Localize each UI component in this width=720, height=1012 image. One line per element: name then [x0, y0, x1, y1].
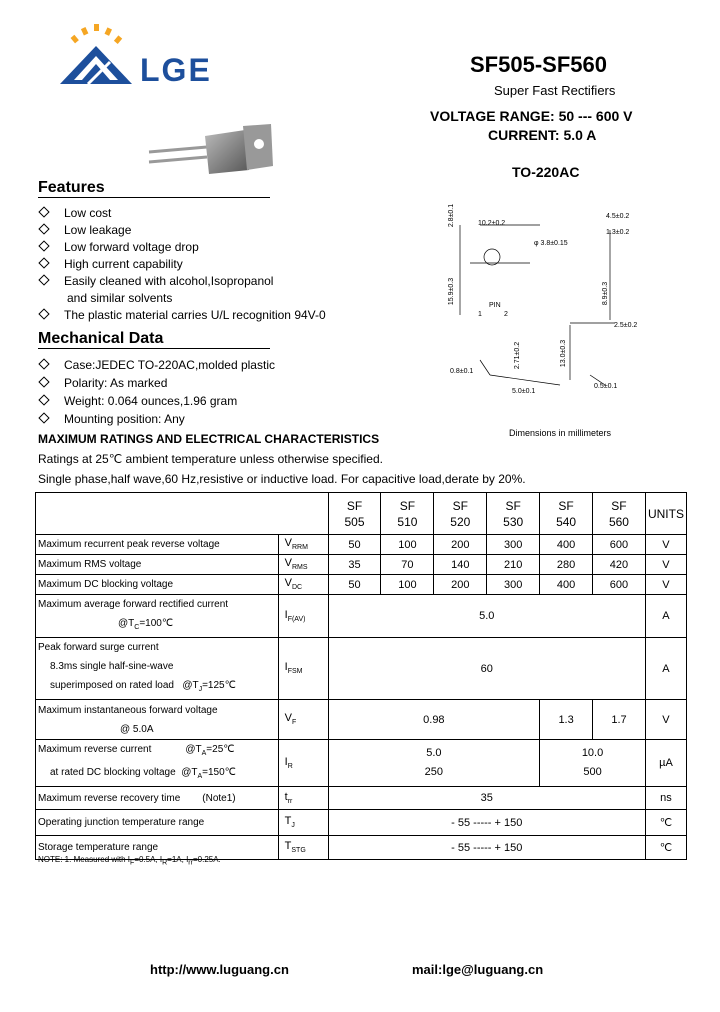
diagram-caption: Dimensions in millimeters — [509, 428, 612, 438]
table-row: Operating junction temperature range $T_J$ - 55 ----- + 150 ℃ — [36, 810, 687, 836]
list-item: Case:JEDEC TO-220AC,molded plastic — [36, 356, 356, 374]
list-item: Low leakage — [36, 222, 356, 239]
website-link[interactable]: http://www.luguang.cn — [150, 962, 289, 977]
column-header: SF 530 — [487, 493, 540, 535]
spec-table — [35, 492, 687, 860]
column-header: SF 560 — [593, 493, 646, 535]
list-item: Easily cleaned with alcohol,Isopropanol — [36, 273, 356, 290]
footnote: NOTE: 1. Measured with $I_F=0.5A$, $I_R=1A$, $I_{rr}=0.25A$. — [38, 855, 221, 867]
diamond-bullet-icon — [38, 376, 49, 387]
mechanical-list — [36, 356, 356, 428]
ratings-note-load: Single phase,half wave,60 Hz,resistive or inductive load. For capacitive load,derate by 20%. — [38, 472, 526, 486]
page-subtitle: Super Fast Rectifiers — [494, 83, 616, 98]
column-header: SF 520 — [434, 493, 487, 535]
features-list — [36, 205, 356, 324]
table-row: Maximum RMS voltage $V_{RMS}$ 35 70 140 210 280 420 V — [36, 555, 687, 575]
diamond-bullet-icon — [38, 223, 49, 234]
table-row: Maximum instantaneous forward voltage @ 5.0A $V_F$ 0.98 1.3 1.7 V — [36, 700, 687, 740]
brand-name: LGE — [140, 52, 212, 88]
table-row: Maximum DC blocking voltage $V_{DC}$ 50 100 200 300 400 600 V — [36, 575, 687, 595]
list-item: High current capability — [36, 256, 356, 273]
diamond-bullet-icon — [38, 308, 49, 319]
diamond-bullet-icon — [38, 358, 49, 369]
list-item: The plastic material carries U/L recognition 94V-0 — [36, 307, 356, 324]
column-header: SF 505 — [328, 493, 381, 535]
mechanical-heading: Mechanical Data — [38, 330, 164, 347]
list-item: Low forward voltage drop — [36, 239, 356, 256]
package-name: TO-220AC — [512, 164, 580, 180]
diamond-bullet-icon — [38, 412, 49, 423]
diamond-bullet-icon — [38, 394, 49, 405]
features-divider — [38, 197, 270, 198]
column-header: SF 540 — [540, 493, 593, 535]
current-rating: CURRENT: 5.0 A — [488, 127, 597, 143]
table-header-row — [36, 493, 687, 535]
list-item: Polarity: As marked — [36, 374, 356, 392]
diamond-bullet-icon — [38, 257, 49, 268]
list-item: Low cost — [36, 205, 356, 222]
table-row: Maximum reverse current $@T_A=25℃$ at rated DC blocking voltage $@T_A=150℃$ $I_R$ 5.0 250 10.0 500 µA — [36, 740, 687, 787]
email-link[interactable]: mail:lge@luguang.cn — [412, 962, 544, 977]
table-row: Storage temperature range $T_{STG}$ - 55 ----- + 150 ℃ — [36, 836, 687, 860]
units-header: UNITS — [645, 493, 686, 535]
table-row: Peak forward surge current 8.3ms single half-sine-wave superimposed on rated load $@T_J=125℃$ $I_{FSM}$ 60 A — [36, 638, 687, 700]
list-item: Mounting position: Any — [36, 410, 356, 428]
column-header: SF 510 — [381, 493, 434, 535]
list-item: Weight: 0.064 ounces,1.96 gram — [36, 392, 356, 410]
diamond-bullet-icon — [38, 240, 49, 251]
product-image — [145, 122, 275, 182]
ratings-note-ambient: Ratings at 25℃ ambient temperature unless otherwise specified. — [38, 452, 383, 466]
page-title: SF505-SF560 — [470, 52, 607, 77]
diamond-bullet-icon — [38, 206, 49, 217]
table-row: Maximum reverse recovery time (Note1) $t_{rr}$ 35 ns — [36, 787, 687, 810]
ratings-title: MAXIMUM RATINGS AND ELECTRICAL CHARACTERISTICS — [38, 432, 380, 446]
mechanical-divider — [38, 348, 270, 349]
table-row: Maximum recurrent peak reverse voltage $V_{RRM}$ 50 100 200 300 400 600 V — [36, 535, 687, 555]
voltage-range: VOLTAGE RANGE: 50 --- 600 V — [430, 108, 633, 124]
features-heading: Features — [38, 179, 105, 196]
list-item-continuation: and similar solvents — [67, 291, 173, 305]
table-row: Maximum average forward rectified current $@T_C=100℃$ $I_{F(AV)}$ 5.0 A — [36, 595, 687, 638]
diamond-bullet-icon — [38, 274, 49, 285]
dimension-diagram — [430, 205, 690, 420]
